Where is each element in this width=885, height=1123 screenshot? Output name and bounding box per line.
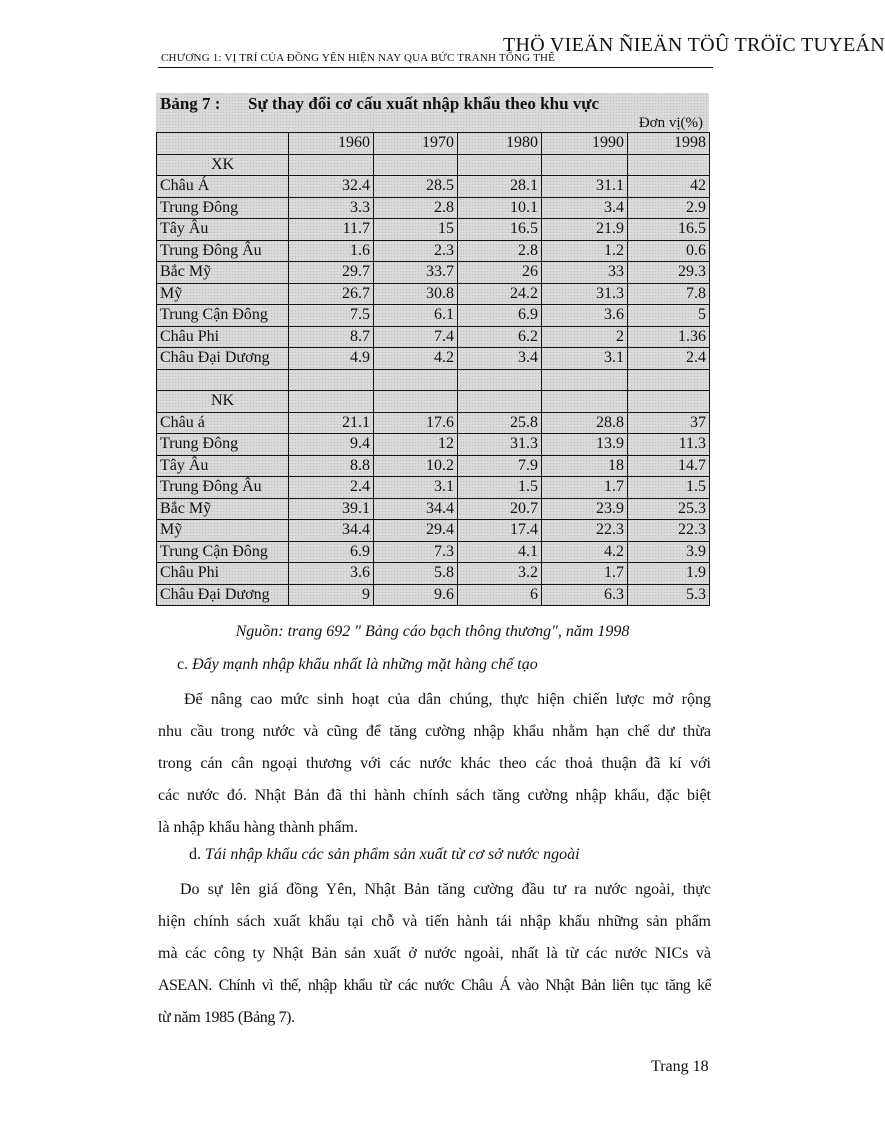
region-cell: Châu Phi bbox=[157, 326, 289, 348]
table-source-note: Nguồn: trang 692 " Bảng cáo bạch thông thương", năm 1998 bbox=[235, 623, 630, 640]
value-cell: 20.7 bbox=[458, 498, 542, 520]
value-cell: 4.1 bbox=[458, 541, 542, 563]
table-label: Bảng 7 : bbox=[160, 94, 221, 113]
paragraph-c-line: trong cán cân ngoại thương với các nước khác theo các thoả thuận đã kí với bbox=[158, 755, 711, 772]
spacer-row bbox=[157, 369, 710, 391]
empty-cell bbox=[458, 391, 542, 413]
table-row bbox=[157, 412, 710, 434]
value-cell: 2.4 bbox=[628, 348, 710, 370]
region-cell: Trung Đông bbox=[157, 434, 289, 456]
region-cell: Tây Âu bbox=[157, 455, 289, 477]
table-row bbox=[157, 477, 710, 499]
value-cell: 5.3 bbox=[628, 584, 710, 606]
value-cell: 3.1 bbox=[374, 477, 458, 499]
table-title-text: Sự thay đổi cơ cấu xuất nhập khẩu theo khu vực bbox=[248, 94, 600, 113]
value-cell: 3.4 bbox=[458, 348, 542, 370]
value-cell: 1.5 bbox=[628, 477, 710, 499]
value-cell: 3.3 bbox=[289, 197, 374, 219]
value-cell: 33 bbox=[542, 262, 628, 284]
value-cell: 31.1 bbox=[542, 176, 628, 198]
value-cell: 28.8 bbox=[542, 412, 628, 434]
value-cell: 8.8 bbox=[289, 455, 374, 477]
value-cell: 1.6 bbox=[289, 240, 374, 262]
table-title bbox=[156, 93, 709, 115]
value-cell: 6.9 bbox=[289, 541, 374, 563]
trade-structure-table-block bbox=[156, 93, 709, 606]
table-row bbox=[157, 197, 710, 219]
value-cell: 24.2 bbox=[458, 283, 542, 305]
table-row bbox=[157, 584, 710, 606]
value-cell: 23.9 bbox=[542, 498, 628, 520]
value-cell: 2.8 bbox=[374, 197, 458, 219]
empty-cell bbox=[458, 369, 542, 391]
value-cell: 9.6 bbox=[374, 584, 458, 606]
value-cell: 6.3 bbox=[542, 584, 628, 606]
region-cell: Châu Đại Dương bbox=[157, 348, 289, 370]
value-cell: 33.7 bbox=[374, 262, 458, 284]
value-cell: 21.1 bbox=[289, 412, 374, 434]
year-header-cell: 1990 bbox=[542, 133, 628, 155]
value-cell: 9 bbox=[289, 584, 374, 606]
value-cell: 16.5 bbox=[458, 219, 542, 241]
value-cell: 42 bbox=[628, 176, 710, 198]
table-row bbox=[157, 326, 710, 348]
region-cell: Trung Đông Âu bbox=[157, 240, 289, 262]
paragraph-c-line: là nhập khẩu hàng thành phẩm. bbox=[158, 819, 358, 836]
subheading-c-text: Đẩy mạnh nhập khẩu nhất là những mặt hàng chế tạo bbox=[192, 656, 538, 673]
year-header-cell: 1980 bbox=[458, 133, 542, 155]
value-cell: 1.7 bbox=[542, 477, 628, 499]
library-watermark: THÖ VIEÄN ÑIEÄN TÖÛ TRÖÏC TUYEÁN bbox=[503, 34, 885, 56]
value-cell: 6 bbox=[458, 584, 542, 606]
table-row bbox=[157, 498, 710, 520]
empty-cell bbox=[542, 391, 628, 413]
table-row bbox=[157, 262, 710, 284]
value-cell: 31.3 bbox=[542, 283, 628, 305]
value-cell: 6.2 bbox=[458, 326, 542, 348]
value-cell: 11.7 bbox=[289, 219, 374, 241]
value-cell: 5.8 bbox=[374, 563, 458, 585]
table-row bbox=[157, 455, 710, 477]
corner-cell bbox=[157, 133, 289, 155]
region-cell: Trung Cận Đông bbox=[157, 305, 289, 327]
value-cell: 29.7 bbox=[289, 262, 374, 284]
value-cell: 6.9 bbox=[458, 305, 542, 327]
value-cell: 34.4 bbox=[374, 498, 458, 520]
page-number: Trang 18 bbox=[651, 1058, 709, 1075]
value-cell: 4.2 bbox=[374, 348, 458, 370]
value-cell: 11.3 bbox=[628, 434, 710, 456]
region-cell: Châu Phi bbox=[157, 563, 289, 585]
value-cell: 30.8 bbox=[374, 283, 458, 305]
table-row bbox=[157, 283, 710, 305]
value-cell: 28.5 bbox=[374, 176, 458, 198]
value-cell: 34.4 bbox=[289, 520, 374, 542]
value-cell: 10.2 bbox=[374, 455, 458, 477]
region-cell: Trung Đông bbox=[157, 197, 289, 219]
value-cell: 21.9 bbox=[542, 219, 628, 241]
value-cell: 3.1 bbox=[542, 348, 628, 370]
value-cell: 7.9 bbox=[458, 455, 542, 477]
value-cell: 31.3 bbox=[458, 434, 542, 456]
value-cell: 29.4 bbox=[374, 520, 458, 542]
section-label: XK bbox=[157, 154, 289, 176]
paragraph-d-line: hiện chính sách xuất khẩu tại chỗ và tiến hành tái nhập khẩu những sản phẩm bbox=[158, 913, 711, 930]
year-header-cell: 1998 bbox=[628, 133, 710, 155]
paragraph-c bbox=[158, 684, 711, 844]
subheading-d-prefix: d. bbox=[189, 846, 201, 863]
value-cell: 7.3 bbox=[374, 541, 458, 563]
subheading-c bbox=[177, 656, 730, 674]
value-cell: 25.3 bbox=[628, 498, 710, 520]
paragraph-c-line: Để nâng cao mức sinh hoạt của dân chúng, thực hiện chiến lược mở rộng bbox=[184, 691, 711, 708]
table-row bbox=[157, 348, 710, 370]
paragraph-c-line: nhu cầu trong nước và cũng để tăng cường nhập khẩu nhằm hạn chế dư thừa bbox=[158, 723, 711, 740]
region-cell: Mỹ bbox=[157, 283, 289, 305]
table-row bbox=[157, 240, 710, 262]
section-label: NK bbox=[157, 391, 289, 413]
value-cell: 18 bbox=[542, 455, 628, 477]
value-cell: 9.4 bbox=[289, 434, 374, 456]
value-cell: 8.7 bbox=[289, 326, 374, 348]
value-cell: 7.5 bbox=[289, 305, 374, 327]
year-header-cell: 1960 bbox=[289, 133, 374, 155]
value-cell: 22.3 bbox=[628, 520, 710, 542]
table-row bbox=[157, 520, 710, 542]
paragraph-d bbox=[158, 874, 711, 1034]
trade-structure-table bbox=[156, 132, 710, 606]
header-divider bbox=[158, 67, 713, 68]
table-unit: Đơn vị(%) bbox=[638, 115, 703, 131]
value-cell: 6.1 bbox=[374, 305, 458, 327]
region-cell: Châu á bbox=[157, 412, 289, 434]
value-cell: 2.3 bbox=[374, 240, 458, 262]
value-cell: 3.6 bbox=[289, 563, 374, 585]
value-cell: 16.5 bbox=[628, 219, 710, 241]
empty-cell bbox=[542, 369, 628, 391]
table-row bbox=[157, 219, 710, 241]
year-header-cell: 1970 bbox=[374, 133, 458, 155]
empty-cell bbox=[157, 369, 289, 391]
value-cell: 15 bbox=[374, 219, 458, 241]
value-cell: 13.9 bbox=[542, 434, 628, 456]
subheading-c-prefix: c. bbox=[177, 656, 189, 673]
table-row bbox=[157, 434, 710, 456]
value-cell: 2.4 bbox=[289, 477, 374, 499]
empty-cell bbox=[374, 369, 458, 391]
paragraph-c-line: các nước đó. Nhật Bản đã thi hành chính sách tăng cường nhập khẩu, đặc biệt bbox=[158, 787, 711, 804]
value-cell: 0.6 bbox=[628, 240, 710, 262]
section-row bbox=[157, 154, 710, 176]
region-cell: Châu Á bbox=[157, 176, 289, 198]
chapter-header: CHƯƠNG 1: VỊ TRÍ CỦA ĐỒNG YÊN HIỆN NAY QUA BỨC TRANH TỔNG THỂ bbox=[161, 52, 556, 64]
region-cell: Bắc Mỹ bbox=[157, 498, 289, 520]
region-cell: Tây Âu bbox=[157, 219, 289, 241]
value-cell: 39.1 bbox=[289, 498, 374, 520]
empty-cell bbox=[628, 154, 710, 176]
value-cell: 3.6 bbox=[542, 305, 628, 327]
region-cell: Trung Đông Âu bbox=[157, 477, 289, 499]
empty-cell bbox=[458, 154, 542, 176]
paragraph-d-line: từ năm 1985 (Bảng 7). bbox=[158, 1009, 295, 1026]
value-cell: 10.1 bbox=[458, 197, 542, 219]
value-cell: 29.3 bbox=[628, 262, 710, 284]
empty-cell bbox=[289, 391, 374, 413]
value-cell: 22.3 bbox=[542, 520, 628, 542]
value-cell: 2 bbox=[542, 326, 628, 348]
table-row bbox=[157, 176, 710, 198]
empty-cell bbox=[542, 154, 628, 176]
region-cell: Trung Cận Đông bbox=[157, 541, 289, 563]
value-cell: 1.9 bbox=[628, 563, 710, 585]
value-cell: 2.9 bbox=[628, 197, 710, 219]
region-cell: Mỹ bbox=[157, 520, 289, 542]
value-cell: 1.5 bbox=[458, 477, 542, 499]
value-cell: 17.6 bbox=[374, 412, 458, 434]
value-cell: 37 bbox=[628, 412, 710, 434]
empty-cell bbox=[374, 391, 458, 413]
value-cell: 3.9 bbox=[628, 541, 710, 563]
empty-cell bbox=[289, 154, 374, 176]
subheading-d-text: Tái nhập khẩu các sản phẩm sản xuất từ cơ sở nước ngoài bbox=[205, 846, 580, 863]
value-cell: 2.8 bbox=[458, 240, 542, 262]
value-cell: 3.4 bbox=[542, 197, 628, 219]
subheading-d bbox=[189, 846, 742, 864]
empty-cell bbox=[289, 369, 374, 391]
empty-cell bbox=[628, 369, 710, 391]
paragraph-d-line: Do sự lên giá đồng Yên, Nhật Bản tăng cường đầu tư ra nước ngoài, thực bbox=[180, 881, 711, 898]
empty-cell bbox=[628, 391, 710, 413]
value-cell: 14.7 bbox=[628, 455, 710, 477]
value-cell: 25.8 bbox=[458, 412, 542, 434]
value-cell: 17.4 bbox=[458, 520, 542, 542]
value-cell: 32.4 bbox=[289, 176, 374, 198]
value-cell: 3.2 bbox=[458, 563, 542, 585]
empty-cell bbox=[374, 154, 458, 176]
value-cell: 1.36 bbox=[628, 326, 710, 348]
value-cell: 1.2 bbox=[542, 240, 628, 262]
value-cell: 12 bbox=[374, 434, 458, 456]
section-row bbox=[157, 391, 710, 413]
table-row bbox=[157, 541, 710, 563]
paragraph-d-line: ASEAN. Chính vì thế, nhập khẩu từ các nước Châu Á vào Nhật Bản liên tục tăng kể bbox=[158, 977, 711, 994]
value-cell: 7.8 bbox=[628, 283, 710, 305]
value-cell: 28.1 bbox=[458, 176, 542, 198]
value-cell: 4.2 bbox=[542, 541, 628, 563]
value-cell: 5 bbox=[628, 305, 710, 327]
value-cell: 26.7 bbox=[289, 283, 374, 305]
value-cell: 4.9 bbox=[289, 348, 374, 370]
value-cell: 7.4 bbox=[374, 326, 458, 348]
value-cell: 1.7 bbox=[542, 563, 628, 585]
region-cell: Bắc Mỹ bbox=[157, 262, 289, 284]
table-row bbox=[157, 563, 710, 585]
table-row bbox=[157, 305, 710, 327]
value-cell: 26 bbox=[458, 262, 542, 284]
year-header-row bbox=[157, 133, 710, 155]
region-cell: Châu Đại Dương bbox=[157, 584, 289, 606]
paragraph-d-line: mà các công ty Nhật Bản sản xuất ở nước ngoài, nhất là từ các nước NICs và bbox=[158, 945, 711, 962]
